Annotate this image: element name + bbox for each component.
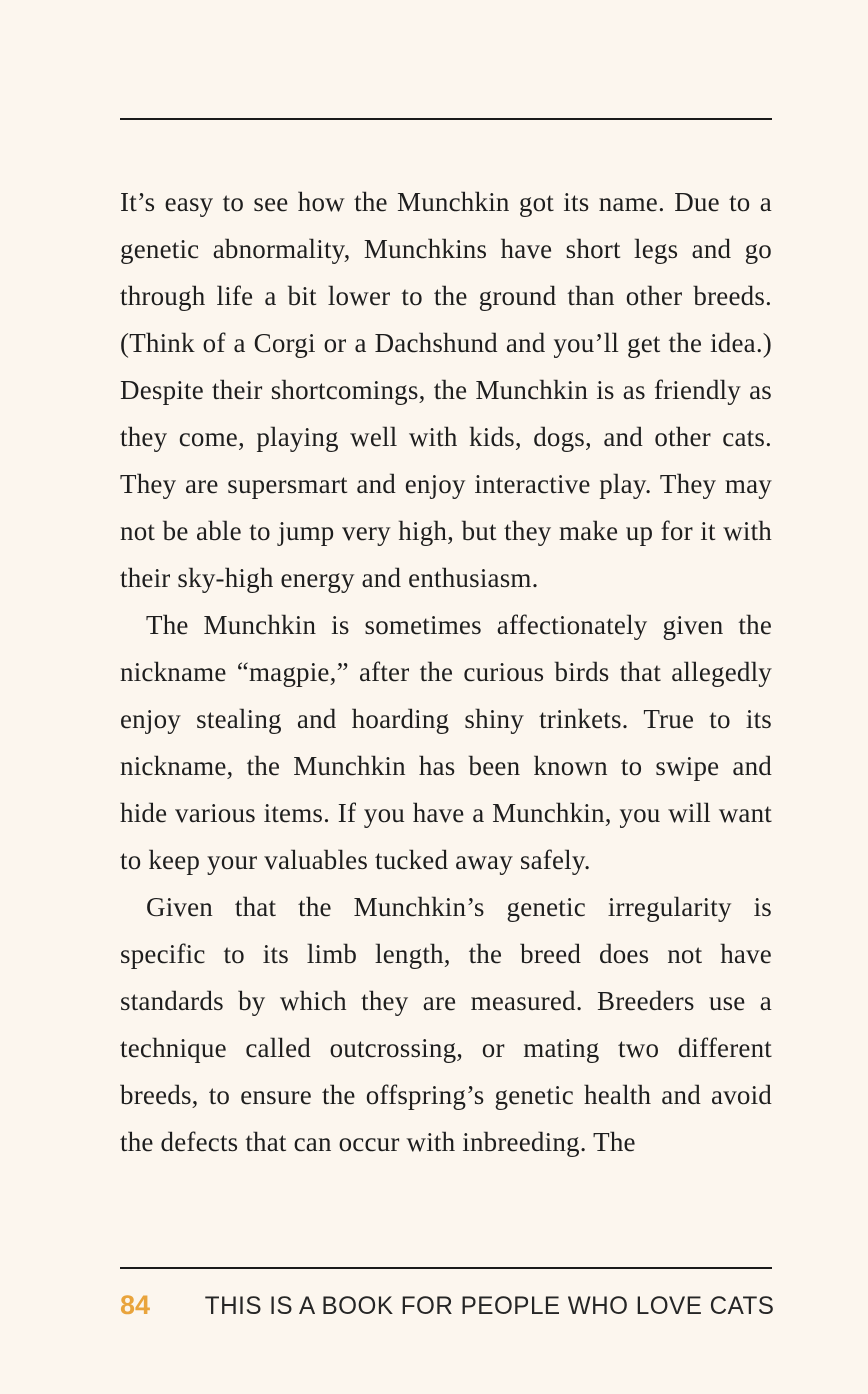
paragraph: It’s easy to see how the Munchkin got its name. Due to a genetic abnormality, Munchkins have short legs and go through life a bit lower to the ground than other breeds. (Think of a Corgi or a Dachshund and you’ll get the idea.) Despite their shortcomings, the Munchkin is as friendly as they come, playing well with kids, dogs, and other cats. They are supersmart and enjoy interactive play. They may not be able to jump very high, but they make up for it with their sky-high energy and enthusiasm. [120, 187, 772, 593]
footer-rule [120, 1267, 772, 1269]
page-body [120, 179, 772, 1166]
paragraph: The Munchkin is sometimes affectionately given the nickname “magpie,” after the curious birds that allegedly enjoy stealing and hoarding shiny trinkets. True to its nickname, the Munchkin has been known to swipe and hide various items. If you have a Munchkin, you will want to keep your valuables tucked away safely. [120, 610, 772, 875]
page-number: 84 [120, 1290, 151, 1320]
running-title: THIS IS A BOOK FOR PEOPLE WHO LOVE CATS [204, 1292, 775, 1320]
paragraph: Given that the Munchkin’s genetic irregularity is specific to its limb length, the breed does not have standards by which they are measured. Breeders use a technique called outcrossing, or mating two different breeds, to ensure the offspring’s genetic health and avoid the defects that can occur with inbreeding. The [120, 892, 772, 1157]
header-rule [120, 118, 772, 120]
page-footer [120, 1290, 775, 1321]
